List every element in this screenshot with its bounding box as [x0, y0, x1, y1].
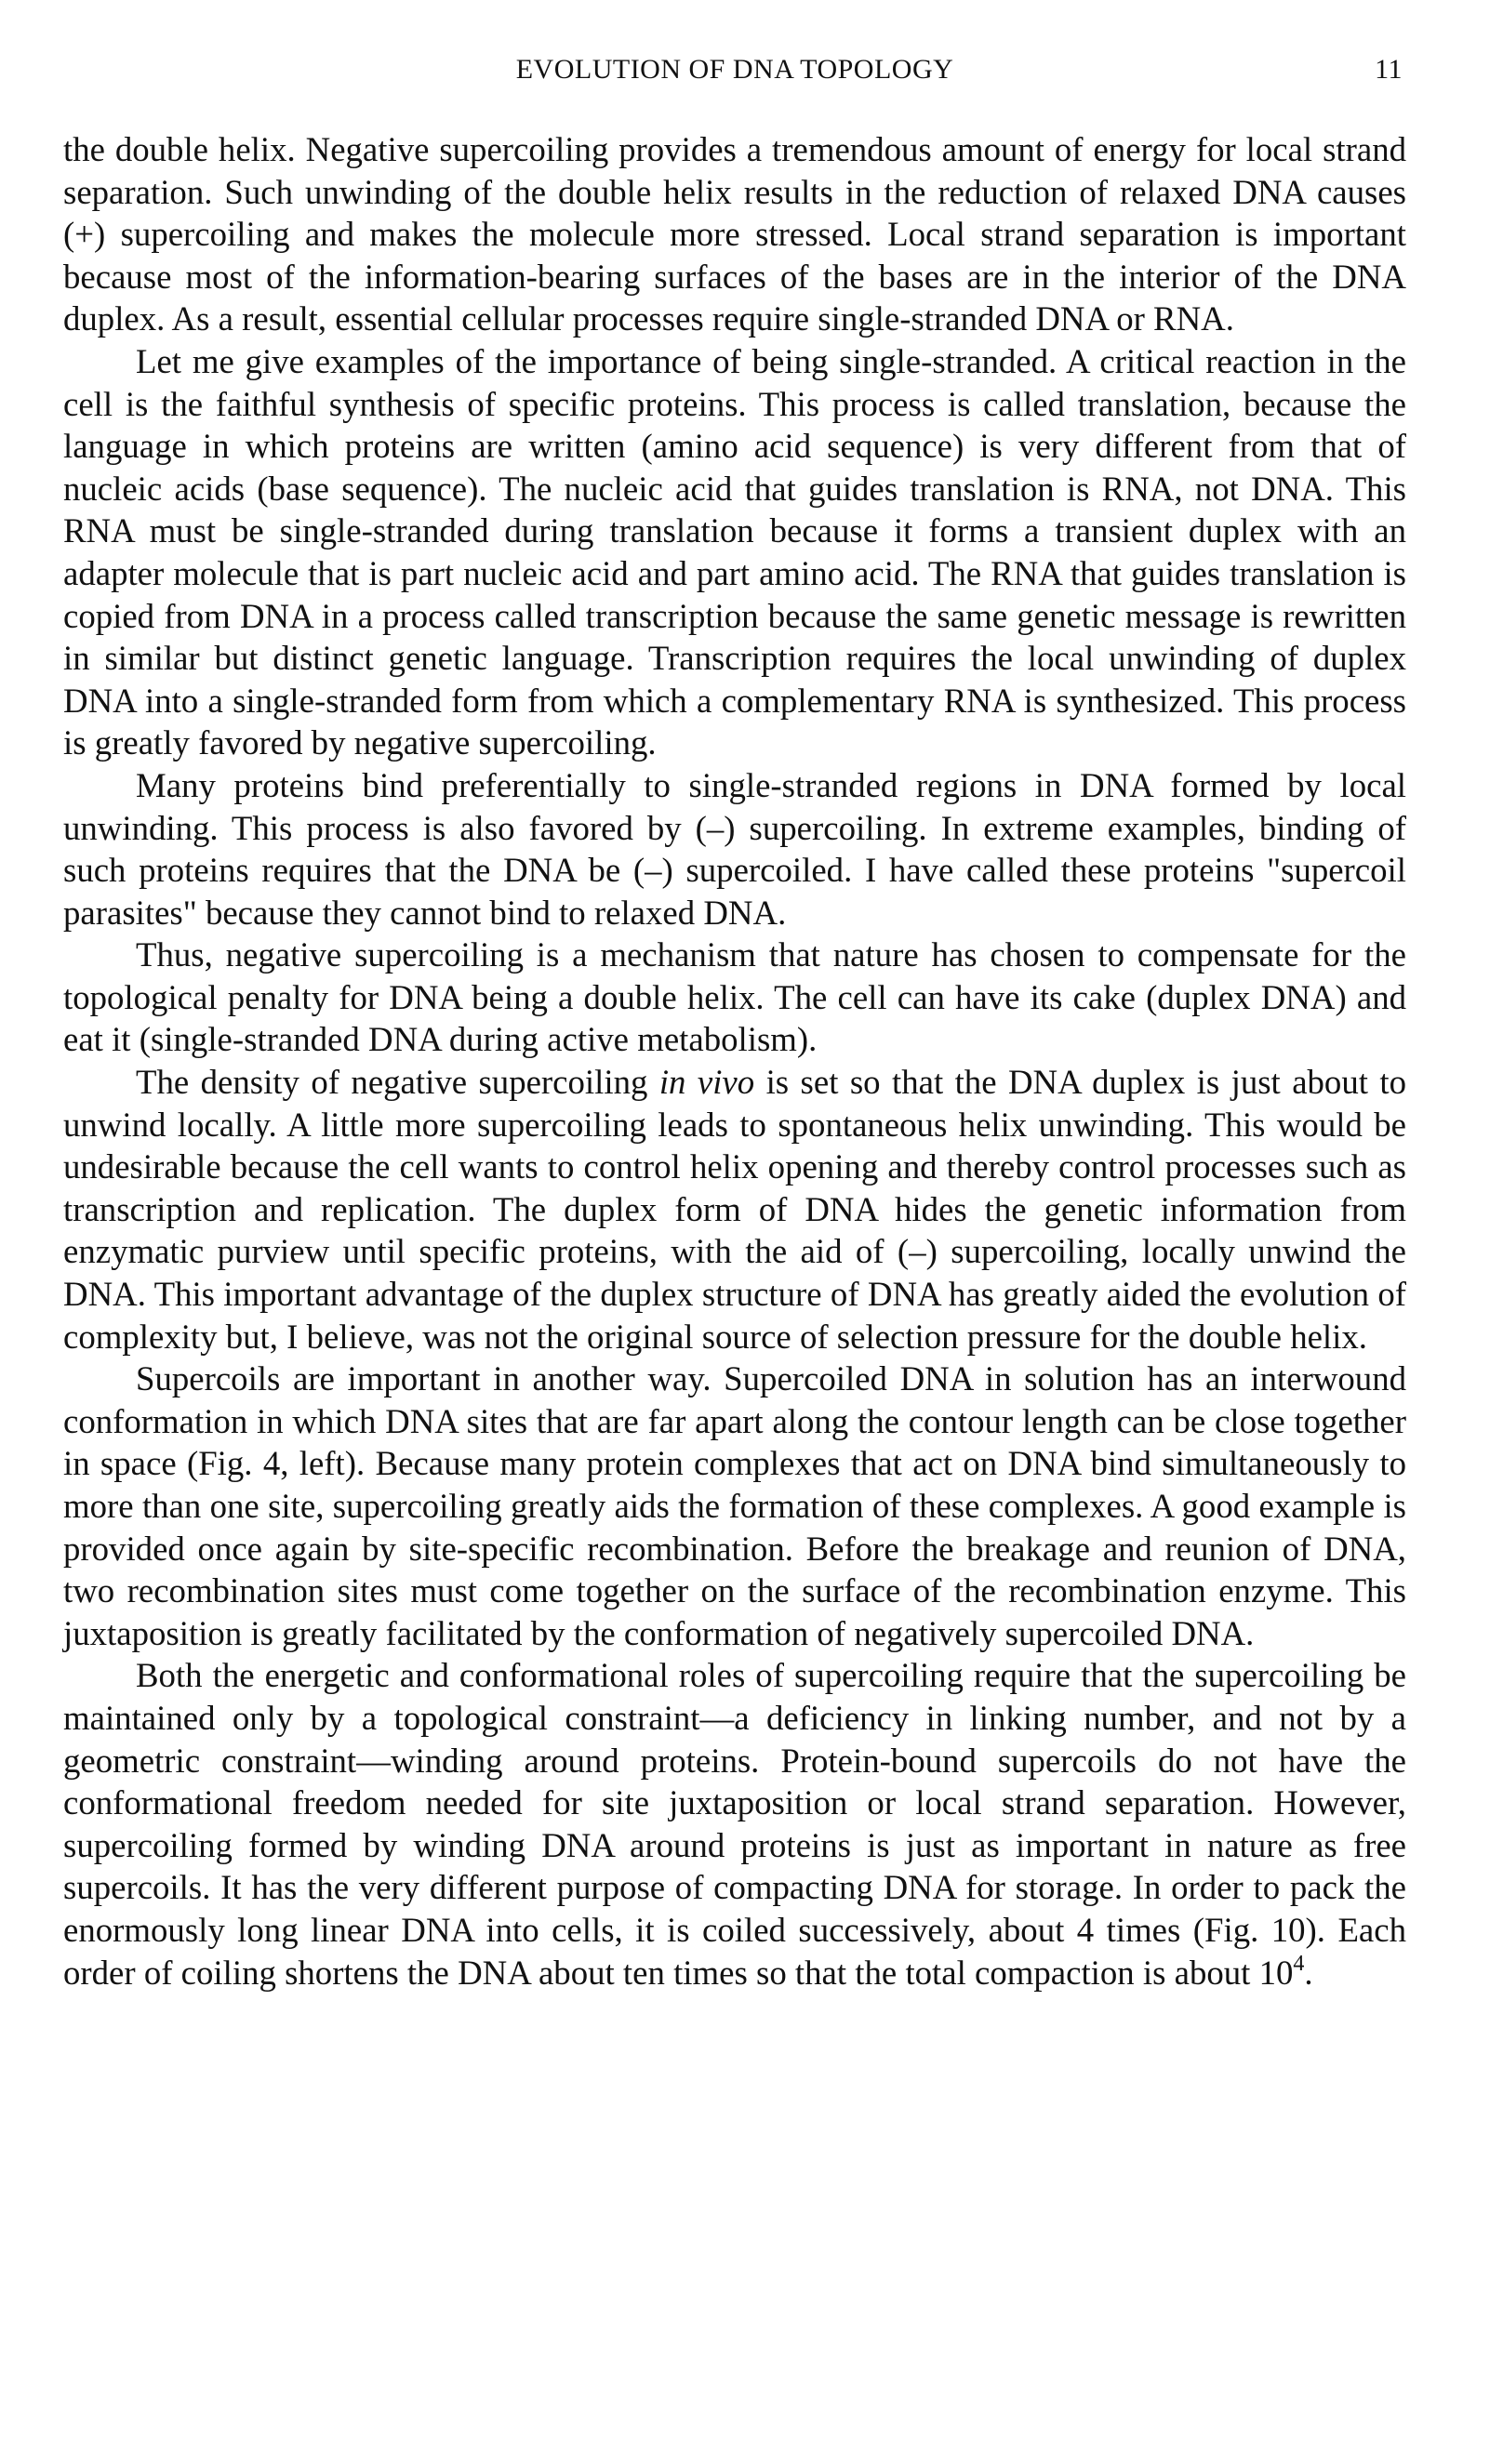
document-page	[63, 54, 1406, 1994]
paragraph-6: Supercoils are important in another way. Supercoiled DNA in solution has an interwound conformation in which DNA sites that are far apart along the contour length can be close together in space (Fig. 4, left). Because many protein complexes that act on DNA bind simultaneously to more than one site, supercoiling greatly aids the formation of these complexes. A good example is provided once again by site-specific recombination. Before the breakage and reunion of DNA, two recombination sites must come together on the surface of the recombination enzyme. This juxtaposition is greatly facilitated by the conformation of negatively supercoiled DNA.	[63, 1359, 1406, 1652]
paragraph-7-text: Both the energetic and conformational roles of supercoiling require that the supercoiling be maintained only by a topological constraint—a deficiency in linking number, and not by a geometric constraint—winding around proteins. Protein-bound supercoils do not have the conformational freedom needed for site juxtaposition or local strand separation. However, supercoiling formed by winding DNA around proteins is just as important in nature as free supercoils. It has the very different purpose of compacting DNA for storage. In order to pack the enormously long linear DNA into cells, it is coiled successively, about 4 times (Fig. 10). Each order of coiling shortens the DNA about ten times so that the total compaction is about 10	[63, 1656, 1406, 1992]
paragraph-2: Let me give examples of the importance of being single-stranded. A critical reaction in the cell is the faithful synthesis of specific proteins. This process is called translation, because the language in which proteins are written (amino acid sequence) is very different from that of nucleic acids (base sequence). The nucleic acid that guides translation is RNA, not DNA. This RNA must be single-stranded during translation because it forms a transient duplex with an adapter molecule that is part nucleic acid and part amino acid. The RNA that guides translation is copied from DNA in a process called transcription because the same genetic message is rewritten in similar but distinct genetic language. Transcription requires the local unwinding of duplex DNA into a single-stranded form from which a complementary RNA is synthesized. This process is greatly favored by negative supercoiling.	[63, 341, 1406, 762]
page-number: 11	[1375, 54, 1403, 85]
running-header	[63, 54, 1406, 95]
paragraph-5	[63, 1061, 1406, 1358]
paragraph-3: Many proteins bind preferentially to single-stranded regions in DNA formed by local unwinding. This process is also favored by (–) supercoiling. In extreme examples, binding of such proteins requires that the DNA be (–) supercoiled. I have called these proteins "supercoil parasites" because they cannot bind to relaxed DNA.	[63, 765, 1406, 932]
paragraph-7-exponent: 4	[1293, 1951, 1305, 1976]
body-text	[63, 128, 1406, 1994]
paragraph-7	[63, 1654, 1406, 1994]
running-title: EVOLUTION OF DNA TOPOLOGY	[515, 54, 954, 85]
paragraph-5-text-start: The density of negative supercoiling	[136, 1063, 659, 1102]
paragraph-7-period: .	[1304, 1953, 1313, 1992]
paragraph-5-italic: in vivo	[658, 1063, 755, 1102]
paragraph-5-text-end: is set so that the DNA duplex is just about to unwind locally. A little more supercoiling leads to spontaneous helix unwinding. This would be undesirable because the cell wants to control helix opening and thereby control processes such as transcription and replication. The duplex form of DNA hides the genetic information from enzymatic purview until specific proteins, with the aid of (–) supercoiling, locally unwind the DNA. This important advantage of the duplex structure of DNA has greatly aided the evolution of complexity but, I believe, was not the original source of selection pressure for the double helix.	[63, 1063, 1406, 1356]
paragraph-4: Thus, negative supercoiling is a mechanism that nature has chosen to compensate for the topological penalty for DNA being a double helix. The cell can have its cake (duplex DNA) and eat it (single-stranded DNA during active metabolism).	[63, 935, 1406, 1059]
paragraph-1: the double helix. Negative supercoiling provides a tremendous amount of energy for local strand separation. Such unwinding of the double helix results in the reduction of relaxed DNA causes (+) supercoiling and makes the molecule more stressed. Local strand separation is important because most of the information-bearing surfaces of the bases are in the interior of the DNA duplex. As a result, essential cellular processes require single-stranded DNA or RNA.	[63, 130, 1406, 338]
